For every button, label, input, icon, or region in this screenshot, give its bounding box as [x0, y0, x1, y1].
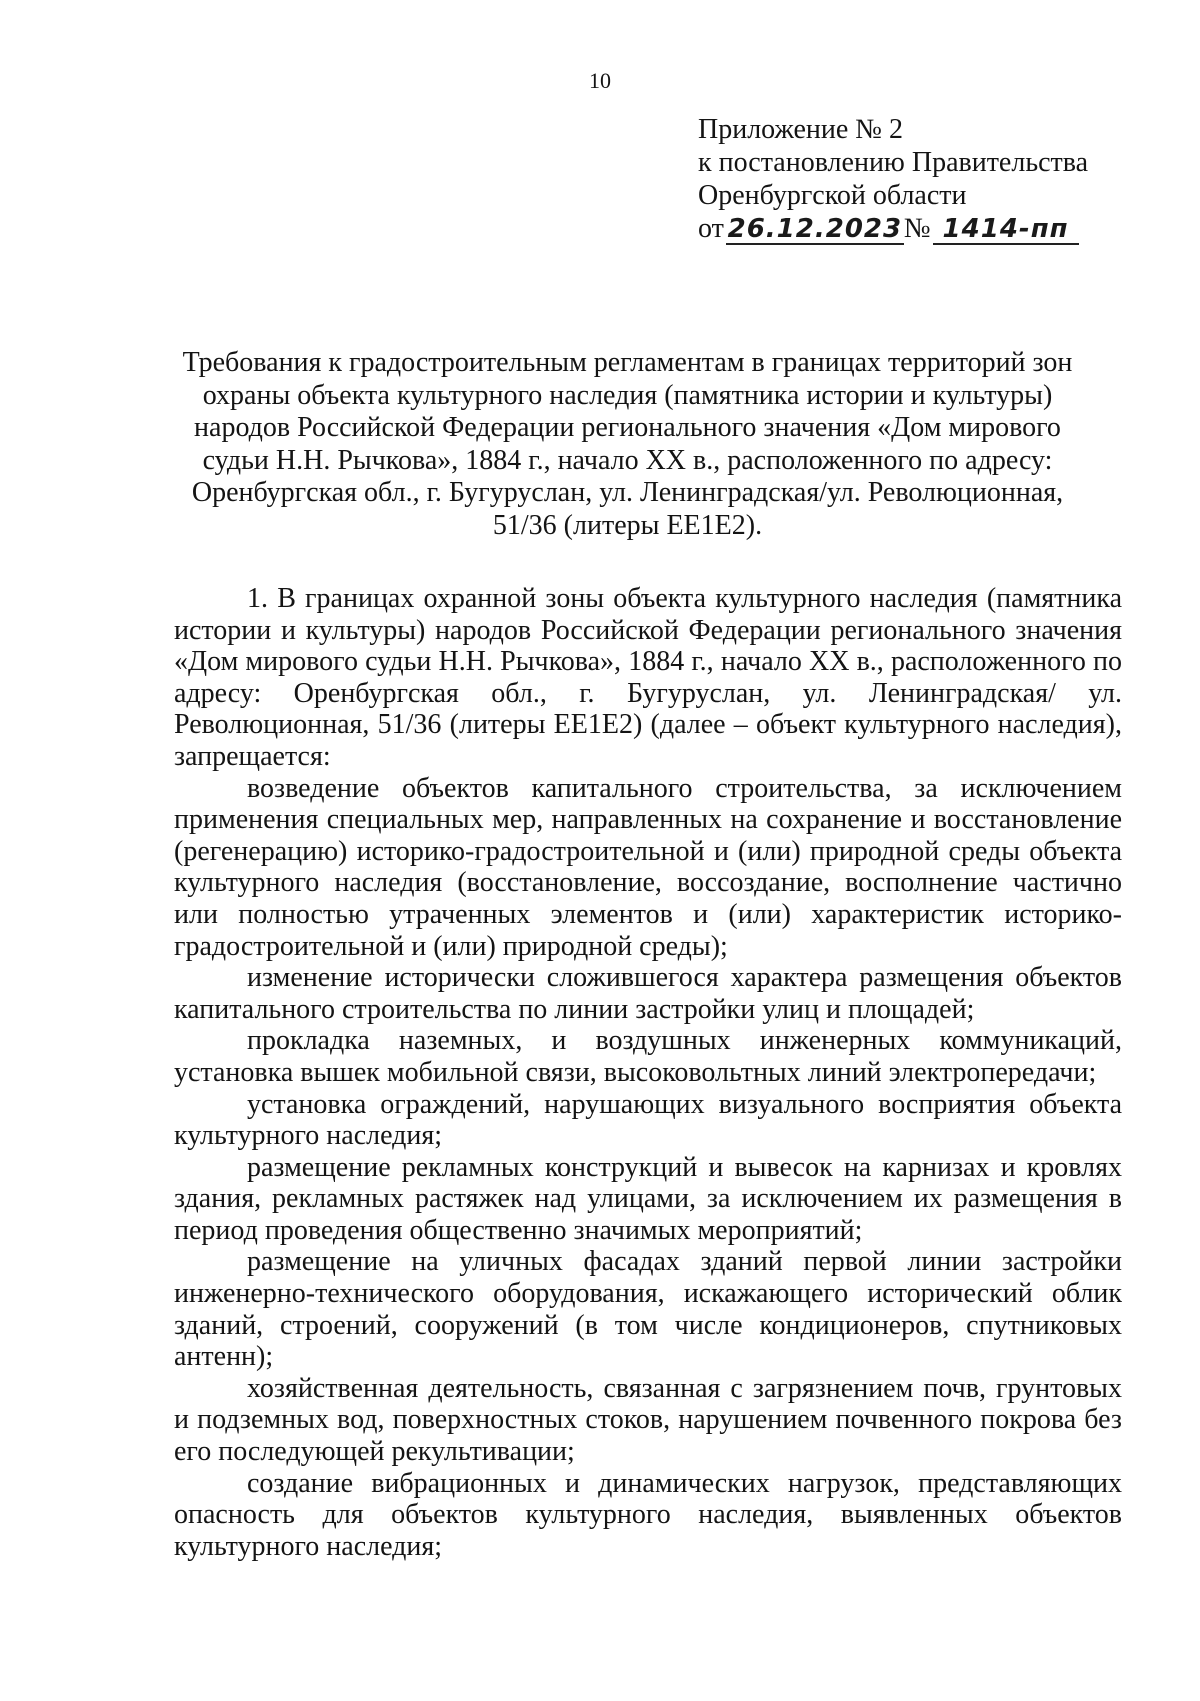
appendix-header	[698, 113, 1088, 245]
paragraph: прокладка наземных, и воздушных инженерных коммуникаций, установка вышек мобильной связи, высоковольтных линий электропередачи;	[174, 1025, 1122, 1088]
paragraph: возведение объектов капитального строительства, за исключением применения специальных мер, направленных на сохранение и восстановление (регенерацию) историко-градостроительной и (или) природной среды объекта культурного наследия (восстановление, воссоздание, восполнение частично или полностью утраченных элементов и (или) характеристик историко-градостроительной и (или) природной среды);	[174, 772, 1122, 962]
appendix-date-number-line	[698, 212, 1088, 245]
paragraph: размещение на уличных фасадах зданий первой линии застройки инженерно-технического оборудования, искажающего исторический облик зданий, строений, сооружений (в том числе кондиционеров, спутниковых антенн);	[174, 1246, 1122, 1373]
paragraph: размещение рекламных конструкций и вывесок на карнизах и кровлях здания, рекламных растяжек над улицами, за исключением их размещения в период проведения общественно значимых мероприятий;	[174, 1151, 1122, 1246]
page-number: 10	[589, 68, 611, 93]
paragraph: создание вибрационных и динамических нагрузок, представляющих опасность для объектов культурного наследия, выявленных объектов культурного наследия;	[174, 1467, 1122, 1562]
number-value: 1414-пп	[942, 214, 1069, 244]
handwritten-number	[933, 215, 1079, 245]
appendix-title: Приложение № 2	[698, 114, 903, 145]
document-title: Требования к градостроительным регламентам в границах территорий зон охраны объекта культурного наследия (памятника истории и культуры) народов Российской Федерации регионального значения «Дом мирового судьи Н.Н. Рычкова», 1884 г., начало XX в., расположенного по адресу: Оренбургская обл., г. Бугуруслан, ул. Ленинградская/ул. Революционная, 51/36 (литеры ЕЕ1Е2).	[182, 347, 1073, 541]
handwritten-date	[726, 215, 904, 245]
paragraph: 1. В границах охранной зоны объекта культурного наследия (памятника истории и культуры) народов Российской Федерации регионального значения «Дом мирового судьи Н.Н. Рычкова», 1884 г., начало XX в., расположенного по адресу: Оренбургская обл., г. Бугуруслан, ул. Ленинградская/ ул. Революционная, 51/36 (литеры ЕЕ1Е2) (далее – объект культурного наследия), запрещается:	[174, 583, 1122, 772]
appendix-region-line: Оренбургской области	[698, 180, 967, 211]
paragraph: установка ограждений, нарушающих визуального восприятия объекта культурного наследия;	[174, 1088, 1122, 1152]
number-label: №	[903, 213, 931, 244]
date-value: 26.12.2023	[727, 214, 903, 244]
from-label: от	[698, 213, 724, 244]
paragraph: изменение исторически сложившегося характера размещения объектов капитального строительства по линии застройки улиц и площадей;	[174, 962, 1122, 1025]
appendix-decree-line: к постановлению Правительства	[698, 147, 1089, 178]
document-body	[174, 583, 1122, 1562]
paragraph: хозяйственная деятельность, связанная с загрязнением почв, грунтовых и подземных вод, поверхностных стоков, нарушением почвенного покрова без его последующей рекультивации;	[174, 1372, 1122, 1468]
